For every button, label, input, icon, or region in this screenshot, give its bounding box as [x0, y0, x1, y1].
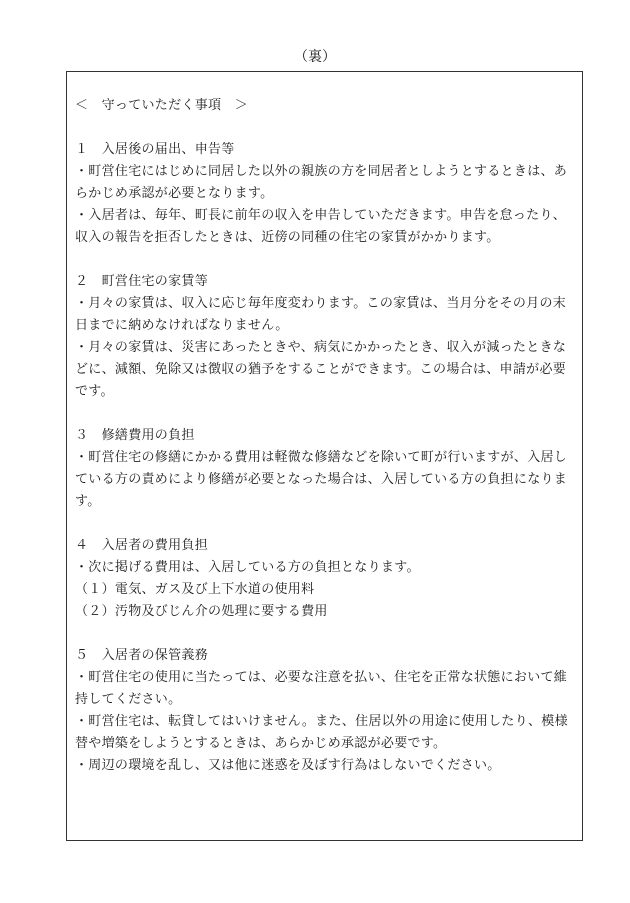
section-item: ・月々の家賃は、災害にあったときや、病気にかかったとき、収入が減ったときなどに、減額、免除又は徴収の猶予をすることができます。この場合は、申請が必要です。 [75, 340, 567, 399]
section-item: ・周辺の環境を乱し、又は他に迷惑を及ぼす行為はしないでください。 [75, 758, 501, 773]
section-item: （２）汚物及びじん介の処理に要する費用 [75, 604, 328, 619]
section-item: ・月々の家賃は、収入に応じ毎年度変わります。この家賃は、当月分をその月の末日までに納めなければなりません。 [75, 296, 567, 333]
section-item: ・町営住宅は、転貸してはいけません。また、住居以外の用途に使用したり、模様替や増築をしようとするときは、あらかじめ承認が必要です。 [75, 714, 568, 751]
section-item: ・町営住宅の使用に当たっては、必要な注意を払い、住宅を正常な状態において維持してください。 [75, 670, 568, 707]
section-item: ・町営住宅の修繕にかかる費用は軽微な修繕などを除いて町が行いますが、入居している方の責めにより修繕が必要となった場合は、入居している方の負担になります。 [75, 450, 568, 509]
section-item: （１）電気、ガス及び上下水道の使用料 [75, 582, 315, 597]
section-heading-residence-notification: １ 入居後の届出、申告等 [75, 142, 235, 157]
section-item: ・町営住宅にはじめに同居した以外の親族の方を同居者としようとするときは、あらかじめ承認が必要となります。 [75, 164, 568, 201]
page-label: （裏） [294, 49, 336, 65]
spacer [75, 117, 577, 139]
section-heading-maintenance-duty: ５ 入居者の保管義務 [75, 648, 209, 663]
section-item: ・次に掲げる費用は、入居している方の負担となります。 [75, 560, 420, 575]
section-heading-repair-costs: ３ 修繕費用の負担 [75, 428, 195, 443]
notice-title: ＜ 守っていただく事項 ＞ [75, 98, 248, 113]
spacer [75, 623, 577, 645]
section-heading-resident-costs: ４ 入居者の費用負担 [75, 538, 209, 553]
spacer [75, 403, 577, 425]
section-item: ・入居者は、毎年、町長に前年の収入を申告していただきます。申告を怠ったり、収入の報告を拒否したときは、近傍の同種の住宅の家賃がかかります。 [75, 208, 567, 245]
spacer [75, 513, 577, 535]
notice-content [75, 95, 577, 777]
section-heading-rent: ２ 町営住宅の家賃等 [75, 274, 209, 289]
spacer [75, 249, 577, 271]
